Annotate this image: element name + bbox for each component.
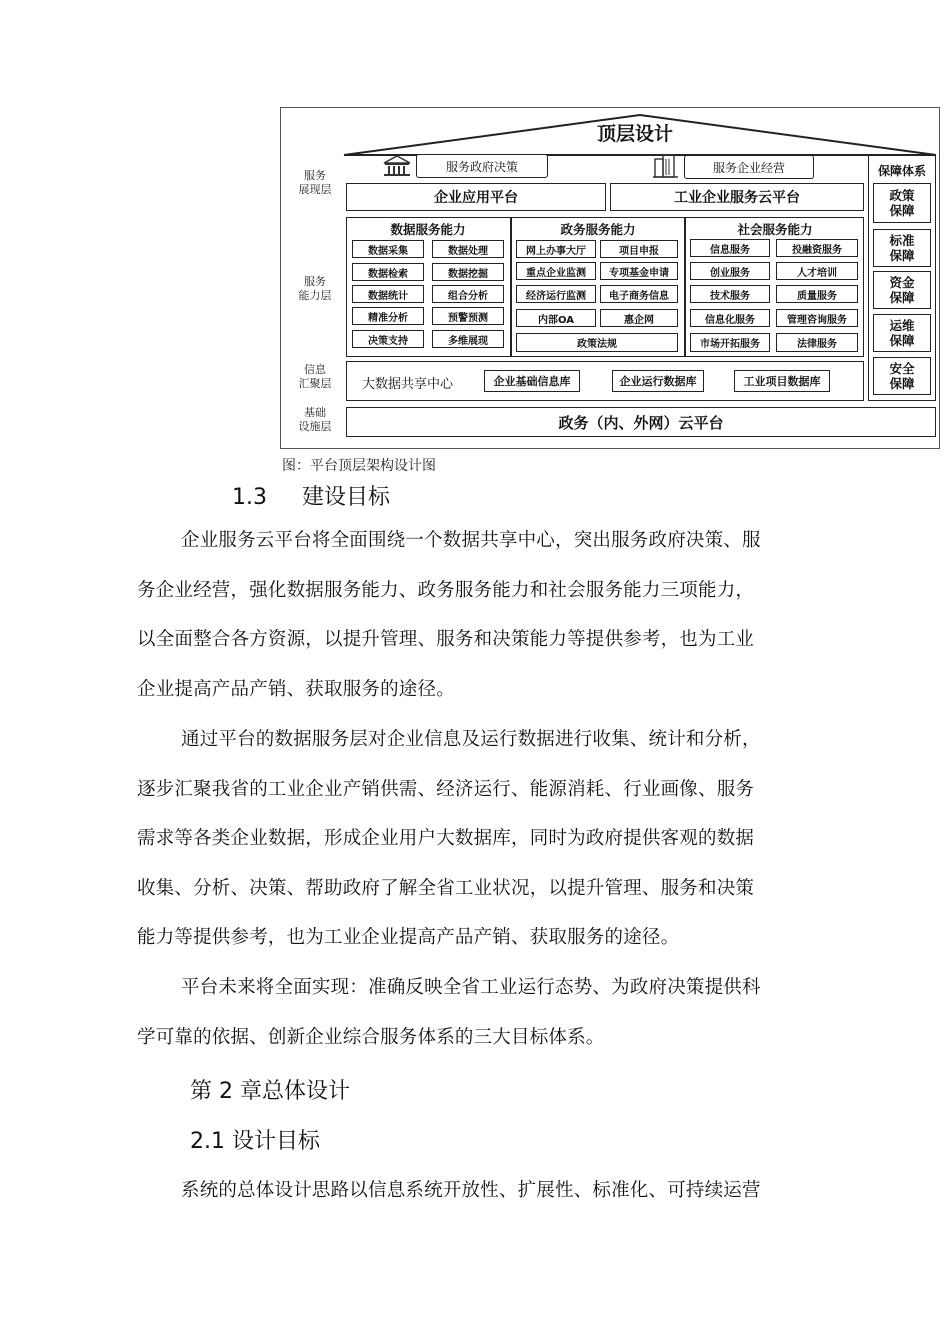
chip-management-consulting: 管理咨询服务 <box>776 309 858 327</box>
label-presentation-layer: 服务 展现层 <box>298 169 332 196</box>
chip-data-statistics: 数据统计 <box>352 285 424 303</box>
section-heading-2-1: 2.1 设计目标 <box>190 1129 320 1154</box>
guarantee-operations: 运维 保障 <box>873 314 931 352</box>
paragraph-line: 务企业经营，强化数据服务能力、政务服务能力和社会服务能力三项能力， <box>137 579 755 601</box>
label-aggregation-layer: 信息 汇聚层 <box>298 363 332 390</box>
chip-benefit-enterprise-net: 惠企网 <box>600 309 678 327</box>
chip-quality-service: 质量服务 <box>776 285 858 303</box>
government-building-icon <box>382 155 412 177</box>
chip-informatization-service: 信息化服务 <box>690 309 770 327</box>
db-enterprise-basic-info: 企业基础信息库 <box>484 370 580 392</box>
chip-special-fund-application: 专项基金申请 <box>600 262 678 280</box>
chip-ecommerce-info: 电子商务信息 <box>600 285 678 303</box>
paragraph-line: 逐步汇聚我省的工业企业产销供需、经济运行、能源消耗、行业画像、服务 <box>137 778 755 800</box>
paragraph-2 <box>137 715 837 963</box>
paragraph-1 <box>137 516 837 714</box>
chip-technical-service: 技术服务 <box>690 285 770 303</box>
chip-market-development: 市场开拓服务 <box>690 333 770 352</box>
enterprise-application-platform: 企业应用平台 <box>346 183 606 211</box>
db-enterprise-operation: 企业运行数据库 <box>612 370 704 392</box>
chip-project-declaration: 项目申报 <box>600 240 678 258</box>
guarantee-standard: 标准 保障 <box>873 229 931 267</box>
big-data-sharing-center: 大数据共享中心 <box>362 377 454 392</box>
data-service-capability-title: 数据服务能力 <box>390 222 466 237</box>
guarantee-system-title: 保障体系 <box>877 164 926 178</box>
label-infrastructure-layer: 基础 设施层 <box>298 406 332 433</box>
chip-internal-oa: 内部OA <box>516 309 596 327</box>
section-title: 建设目标 <box>302 485 391 510</box>
chip-investment-financing: 投融资服务 <box>776 239 858 257</box>
chip-online-service-hall: 网上办事大厅 <box>516 240 596 258</box>
chip-data-mining: 数据挖掘 <box>432 263 504 281</box>
figure-caption: 图：平台顶层架构设计图 <box>282 458 436 474</box>
chip-entrepreneurship-service: 创业服务 <box>690 262 770 280</box>
chip-warning-forecast: 预警预测 <box>432 307 504 325</box>
social-service-capability-title: 社会服务能力 <box>737 222 813 237</box>
industrial-enterprise-service-cloud: 工业企业服务云平台 <box>610 183 864 211</box>
chip-multidimensional-display: 多维展现 <box>432 330 504 348</box>
paragraph-line: 平台未来将全面实现：准确反映全省工业运行态势、为政府决策提供科 <box>181 977 761 998</box>
architecture-diagram <box>280 107 940 449</box>
paragraph-line: 通过平台的数据服务层对企业信息及运行数据进行收集、统计和分析， <box>181 729 761 750</box>
chip-combined-analysis: 组合分析 <box>432 285 504 303</box>
paragraph-3 <box>137 963 837 1062</box>
chip-economic-monitoring: 经济运行监测 <box>516 285 596 303</box>
capability-divider-1 <box>510 217 512 357</box>
chip-decision-support: 决策支持 <box>352 330 424 348</box>
chip-data-processing: 数据处理 <box>432 240 504 258</box>
guarantee-policy: 政策 保障 <box>873 183 931 223</box>
chip-policy-regulations: 政策法规 <box>516 333 678 352</box>
paragraph-line: 学可靠的依据、创新企业综合服务体系的三大目标体系。 <box>137 1026 605 1048</box>
chapter-2-heading: 第 2 章总体设计 <box>190 1079 350 1104</box>
gov-cloud-platform: 政务（内、外网）云平台 <box>346 407 936 437</box>
section-number: 1.3 <box>232 485 267 510</box>
paragraph-line: 能力等提供参考，也为工业企业提高产品产销、获取服务的途径。 <box>137 927 680 948</box>
roof-title: 顶层设计 <box>596 123 673 145</box>
chip-precise-analysis: 精准分析 <box>352 307 424 325</box>
chip-key-enterprise-monitoring: 重点企业监测 <box>516 262 596 280</box>
paragraph-line: 企业提高产品产销、获取服务的途径。 <box>137 678 455 700</box>
paragraph-line: 收集、分析、决策、帮助政府了解全省工业状况，以提升管理、服务和决策 <box>137 877 755 899</box>
paragraph-line: 需求等各类企业数据，形成企业用户大数据库，同时为政府提供客观的数据 <box>137 828 755 849</box>
chip-data-collection: 数据采集 <box>352 240 424 258</box>
chip-legal-service: 法律服务 <box>776 333 858 352</box>
section-heading-1-3 <box>232 480 390 511</box>
guarantee-security: 安全 保障 <box>873 357 931 395</box>
paragraph-line: 系统的总体设计思路以信息系统开放性、扩展性、标准化、可持续运营 <box>181 1180 761 1201</box>
label-capability-layer: 服务 能力层 <box>298 275 332 302</box>
db-industrial-project: 工业项目数据库 <box>734 370 830 392</box>
chip-talent-training: 人才培训 <box>776 262 858 280</box>
enterprise-building-icon <box>652 153 680 179</box>
tag-serve-government-decision: 服务政府决策 <box>416 154 548 178</box>
tag-serve-enterprise-operation: 服务企业经营 <box>684 155 814 179</box>
paragraph-line: 以全面整合各方资源，以提升管理、服务和决策能力等提供参考，也为工业 <box>137 629 755 650</box>
capability-divider-2 <box>684 217 686 357</box>
paragraph-line: 企业服务云平台将全面围绕一个数据共享中心，突出服务政府决策、服 <box>181 530 761 551</box>
chip-information-service: 信息服务 <box>690 239 770 257</box>
chip-data-retrieval: 数据检索 <box>352 263 424 281</box>
guarantee-funding: 资金 保障 <box>873 271 931 309</box>
gov-service-capability-title: 政务服务能力 <box>560 222 636 237</box>
paragraph-4 <box>137 1166 837 1216</box>
